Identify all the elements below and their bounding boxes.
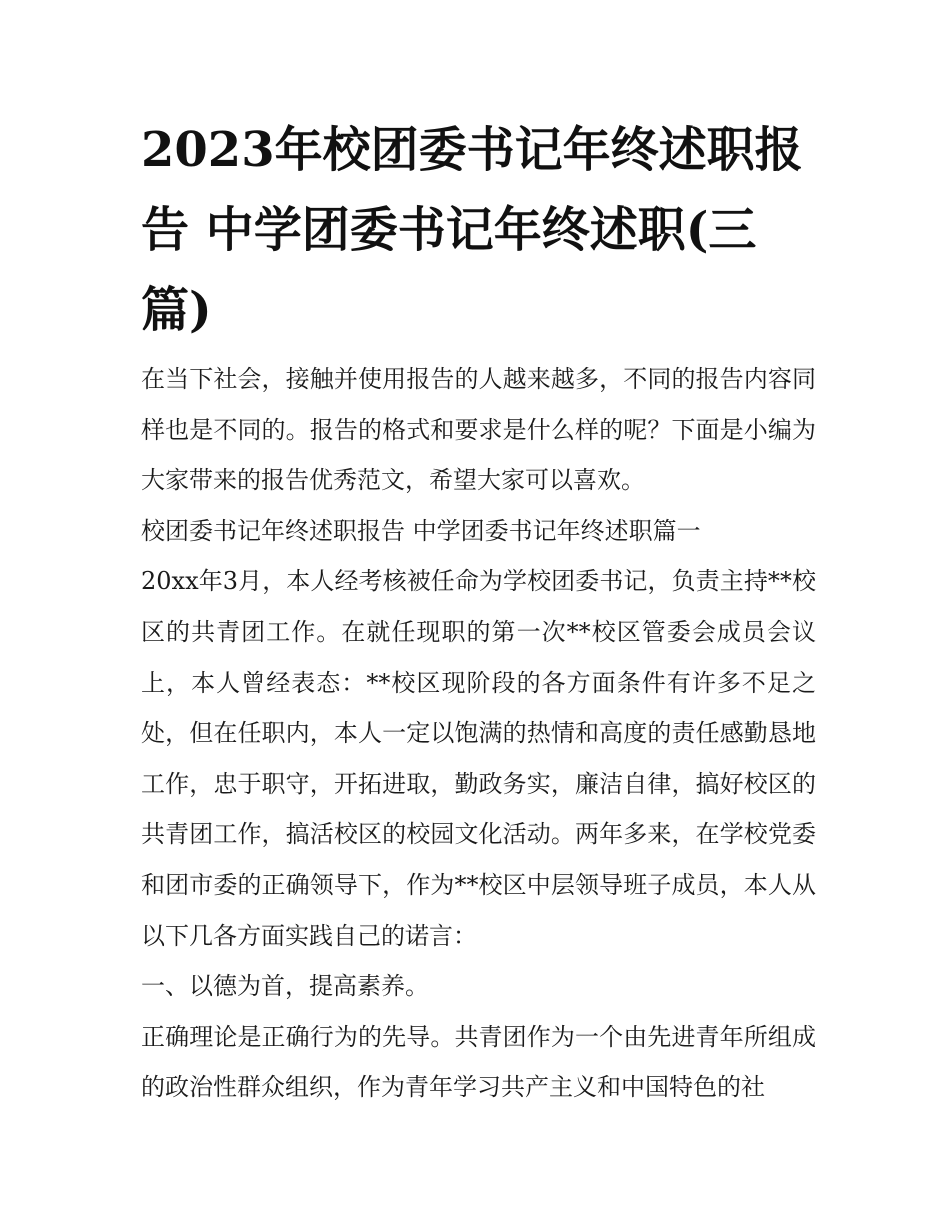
document-title: 2023年校团委书记年终述职报告 中学团委书记年终述职(三篇) bbox=[141, 122, 803, 338]
document-body bbox=[141, 354, 816, 1113]
body-paragraph: 20xx年3月，本人经考核被任命为学校团委书记，负责主持**校区的共青团工作。在就任现职的第一次**校区管委会成员会议上，本人曾经表态：**校区现阶段的各方面条件有许多不足之处，但在任职内，本人一定以饱满的热情和高度的责任感勤恳地工作，忠于职守，开拓进取，勤政务实，廉洁自律，搞好校区的共青团工作，搞活校区的校园文化活动。两年多来，在学校党委和团市委的正确领导下，作为**校区中层领导班子成员，本人从以下几各方面实践自己的诺言： bbox=[141, 567, 816, 950]
intro-paragraph: 在当下社会，接触并使用报告的人越来越多，不同的报告内容同样也是不同的。报告的格式和要求是什么样的呢？下面是小编为大家带来的报告优秀范文，希望大家可以喜欢。 bbox=[141, 365, 816, 495]
subsection-heading: 一、以德为首，提高素养。 bbox=[141, 972, 429, 1001]
body-paragraph: 正确理论是正确行为的先导。共青团作为一个由先进青年所组成的政治性群众组织，作为青年学习共产主义和中国特色的社 bbox=[141, 1022, 816, 1102]
section-heading: 校团委书记年终述职报告 中学团委书记年终述职篇一 bbox=[141, 516, 701, 545]
